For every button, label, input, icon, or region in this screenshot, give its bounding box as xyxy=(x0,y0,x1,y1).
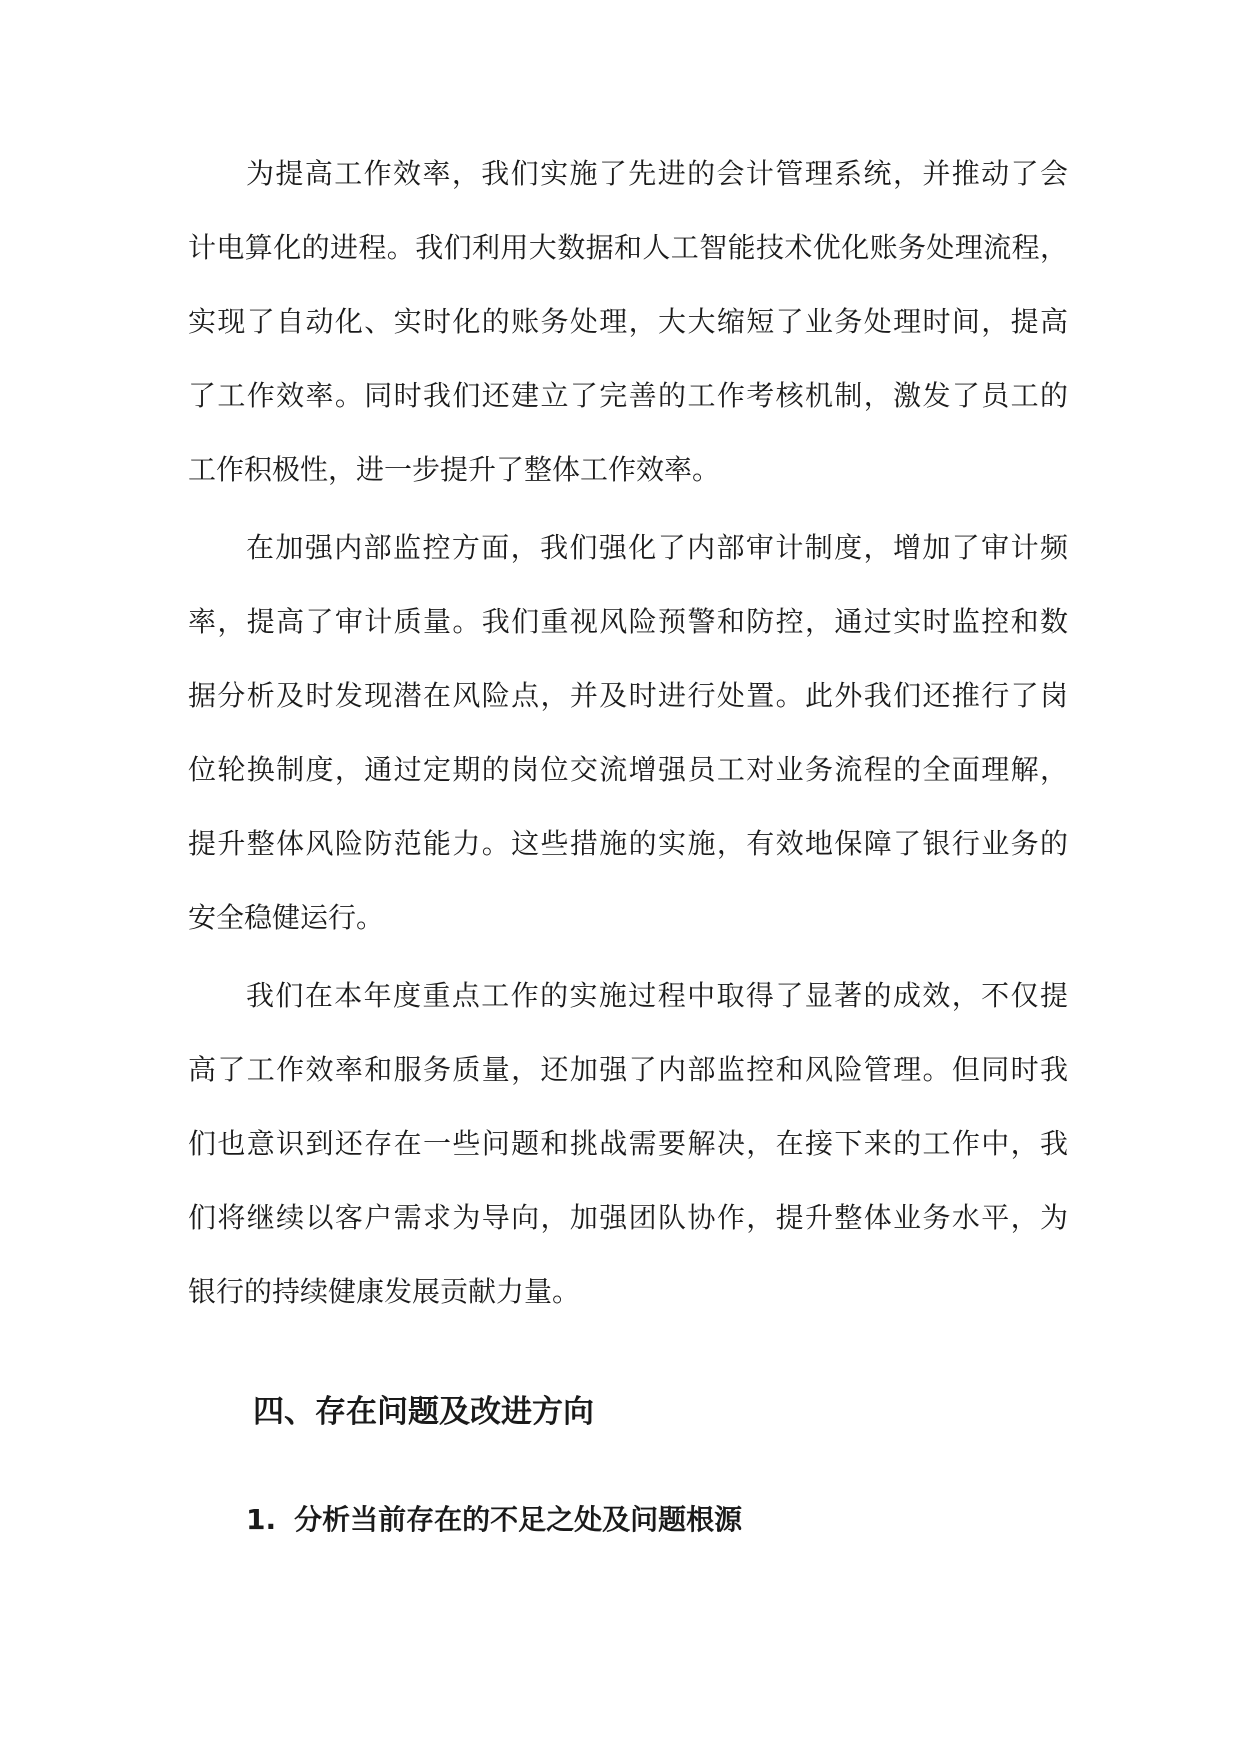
text-line: 提升整体风险防范能力。这些措施的实施，有效地保障了银行业务的 xyxy=(188,827,1068,860)
text-line: 们也意识到还存在一些问题和挑战需要解决，在接下来的工作中，我 xyxy=(188,1127,1068,1160)
text-line: 实现了自动化、实时化的账务处理，大大缩短了业务处理时间，提高 xyxy=(188,305,1068,338)
text-line: 们将继续以客户需求为导向，加强团队协作，提升整体业务水平，为 xyxy=(188,1201,1068,1234)
text-line: 我们在本年度重点工作的实施过程中取得了显著的成效，不仅提 xyxy=(246,979,1068,1012)
text-line: 安全稳健运行。 xyxy=(188,901,385,934)
text-line: 计电算化的进程。我们利用大数据和人工智能技术优化账务处理流程， xyxy=(188,231,1068,264)
text-line: 银行的持续健康发展贡献力量。 xyxy=(188,1275,581,1308)
subsection-title: 分析当前存在的不足之处及问题根源 xyxy=(294,1503,743,1536)
section-heading: 四、存在问题及改进方向 xyxy=(253,1394,594,1430)
text-line: 在加强内部监控方面，我们强化了内部审计制度，增加了审计频 xyxy=(246,531,1068,564)
text-line: 位轮换制度，通过定期的岗位交流增强员工对业务流程的全面理解， xyxy=(188,753,1068,786)
subsection-heading xyxy=(246,1500,742,1540)
text-line: 率，提高了审计质量。我们重视风险预警和防控，通过实时监控和数 xyxy=(188,605,1068,638)
text-line: 据分析及时发现潜在风险点，并及时进行处置。此外我们还推行了岗 xyxy=(188,679,1068,712)
text-line: 了工作效率。同时我们还建立了完善的工作考核机制，激发了员工的 xyxy=(188,379,1068,412)
subsection-number: 1. xyxy=(246,1503,277,1536)
text-line: 工作积极性，进一步提升了整体工作效率。 xyxy=(188,453,721,486)
text-line: 为提高工作效率，我们实施了先进的会计管理系统，并推动了会 xyxy=(246,157,1068,190)
text-line: 高了工作效率和服务质量，还加强了内部监控和风险管理。但同时我 xyxy=(188,1053,1068,1086)
